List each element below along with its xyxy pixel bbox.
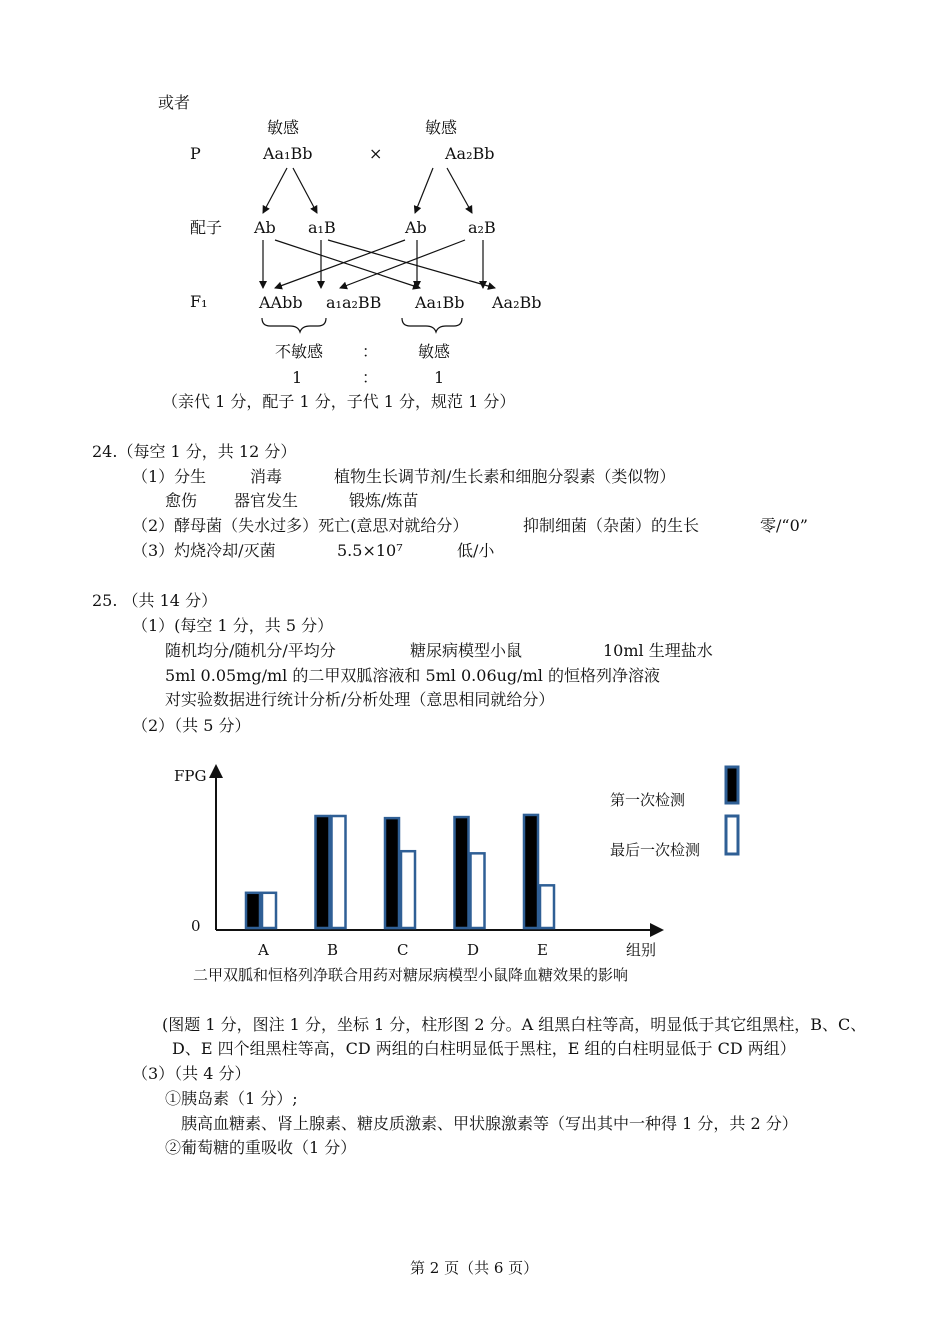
insensitive-label: 不敏感 (275, 342, 324, 361)
chart-y-axis-label: FPG (174, 767, 207, 785)
sensitive-label-f1: 敏感 (418, 342, 451, 361)
gamete-3: Ab (405, 218, 427, 237)
q24-line2-c: 锻炼/炼苗 (349, 491, 419, 510)
bar-b-series-2 (332, 816, 346, 928)
legend-swatch-first-test (726, 767, 738, 803)
q25-part1-line2: 5ml 0.05mg/ml 的二甲双胍溶液和 5ml 0.06ug/ml 的恒格列净溶液 (165, 666, 660, 685)
cross-symbol: × (369, 144, 383, 163)
q24-line3-a: （2）酵母菌（失水过多）死亡(意思对就给分） (132, 516, 469, 535)
q25-part1-line1-c: 10ml 生理盐水 (603, 641, 713, 660)
ratio-left-value: 1 (292, 368, 303, 387)
gamete-2: a₁B (308, 218, 336, 237)
parent-generation-label: P (190, 144, 201, 163)
chart-category-d: D (467, 941, 480, 959)
offspring-3: Aa₁Bb (415, 293, 465, 312)
q24-line2-a: 愈伤 (165, 491, 198, 510)
offspring-4: Aa₂Bb (492, 293, 542, 312)
legend-label-last-test: 最后一次检测 (610, 841, 701, 859)
q24-line4-a: （3）灼烧冷却/灭菌 (132, 541, 276, 560)
bar-a-series-1 (246, 893, 260, 928)
q25-part3-line2: 胰高血糖素、肾上腺素、糖皮质激素、甲状腺激素等（写出其中一种得 1 分，共 2 分） (181, 1114, 798, 1133)
f1-label: F₁ (190, 292, 208, 311)
q25-part1-header: （1）(每空 1 分，共 5 分） (132, 616, 334, 635)
gamete-4: a₂B (468, 218, 496, 237)
ratio-colon-bottom: ： (362, 368, 379, 387)
ratio-right-value: 1 (434, 368, 445, 387)
genetics-scoring-note: （亲代 1 分，配子 1 分，子代 1 分，规范 1 分） (162, 392, 516, 411)
q24-line4-b: 5.5×10⁷ (337, 541, 403, 560)
q24-line3-b: 抑制细菌（杂菌）的生长 (523, 516, 700, 535)
q25-part1-line1-a: 随机均分/随机分/平均分 (165, 641, 336, 660)
q25-part3-header: （3）（共 4 分） (132, 1064, 251, 1083)
chart-x-axis-label: 组别 (626, 941, 657, 959)
chart-category-c: C (397, 941, 409, 959)
q25-part2-header: （2）（共 5 分） (132, 716, 251, 735)
bar-c-series-1 (385, 818, 399, 928)
q24-header: 24.（每空 1 分，共 12 分） (92, 442, 297, 461)
q25-part1-line1-b: 糖尿病模型小鼠 (410, 641, 523, 660)
chart-category-a: A (258, 941, 269, 959)
chart-title: 二甲双胍和恒格列净联合用药对糖尿病模型小鼠降血糖效果的影响 (193, 966, 629, 984)
bar-e-series-2 (540, 885, 554, 928)
legend-label-first-test: 第一次检测 (610, 791, 686, 809)
chart-x-axis-arrowhead (650, 923, 664, 937)
sensitive-label-left: 敏感 (267, 118, 300, 137)
q25-header: 25. （共 14 分） (92, 591, 218, 610)
ratio-colon-top: ： (362, 342, 379, 361)
bar-d-series-1 (455, 817, 469, 928)
offspring-2: a₁a₂BB (326, 293, 382, 312)
bar-b-series-1 (316, 816, 330, 928)
chart-origin-label: 0 (191, 917, 201, 935)
bar-c-series-2 (401, 851, 415, 928)
chart-scoring-note-2: D、E 四个组黑柱等高，CD 两组的白柱明显低于黑柱，E 组的白柱明显低于 CD 两组） (172, 1039, 796, 1058)
chart-scoring-note-1: (图题 1 分，图注 1 分，坐标 1 分，柱形图 2 分。A 组黑白柱等高，明显低于其它组黑柱，B、C、 (162, 1015, 867, 1034)
q25-part1-line3: 对实验数据进行统计分析/分析处理（意思相同就给分） (165, 690, 555, 709)
page-footer: 第 2 页（共 6 页） (410, 1259, 539, 1277)
gamete-1: Ab (254, 218, 276, 237)
bar-d-series-2 (471, 853, 485, 928)
chart-y-axis-arrowhead (209, 764, 223, 778)
q24-line1-a: （1）分生 (132, 467, 207, 486)
bar-e-series-1 (524, 815, 538, 928)
q24-line1-c: 植物生长调节剂/生长素和细胞分裂素（类似物） (334, 467, 676, 486)
legend-swatch-last-test (726, 816, 738, 854)
parent-genotype-right: Aa₂Bb (445, 144, 495, 163)
bar-a-series-2 (262, 893, 276, 928)
q24-line2-b: 器官发生 (234, 491, 299, 510)
chart-category-e: E (537, 941, 548, 959)
or-label: 或者 (158, 93, 191, 112)
q25-part3-line3: ②葡萄糖的重吸收（1 分） (165, 1138, 357, 1157)
q24-line4-c: 低/小 (457, 541, 495, 560)
q24-line3-c: 零/“0” (760, 516, 808, 535)
sensitive-label-right: 敏感 (425, 118, 458, 137)
q25-part3-line1: ①胰岛素（1 分）; (165, 1089, 298, 1108)
parent-genotype-left: Aa₁Bb (263, 144, 313, 163)
chart-category-b: B (327, 941, 339, 959)
gamete-label: 配子 (190, 218, 223, 237)
q24-line1-b: 消毒 (250, 467, 283, 486)
offspring-1: AAbb (259, 293, 303, 312)
